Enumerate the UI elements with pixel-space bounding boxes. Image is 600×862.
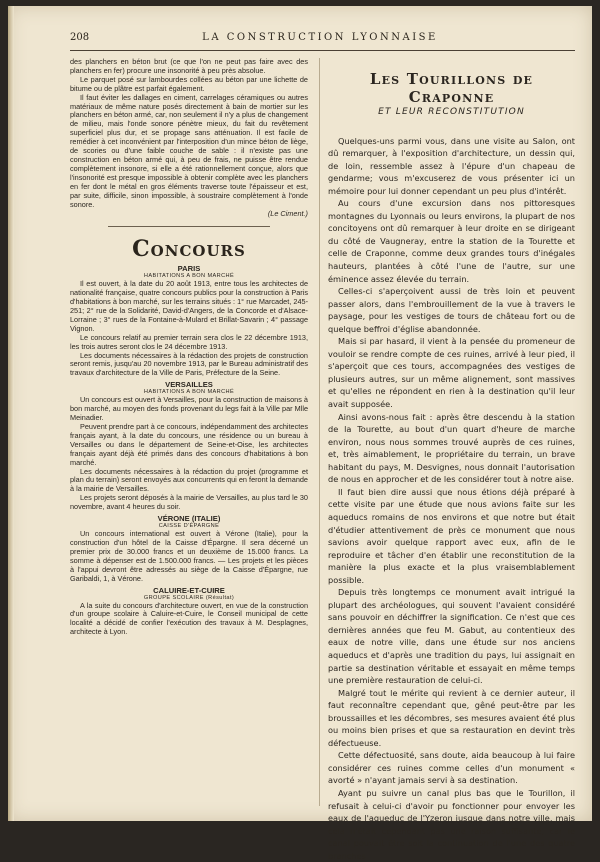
city-subtitle: HABITATIONS A BON MARCHÉ [143, 389, 235, 396]
city-subtitle: GROUPE SCOLAIRE (Résultat) [143, 594, 235, 601]
city-subtitle: CAISSE D'ÉPARGNE [158, 523, 220, 530]
article-paragraph: Au cours d'une excursion dans nos pittoresques montagnes du Lyonnais ou leurs environs, la plupart de nos concitoyens ont dû remarquer à leur droite en se dirigeant du côté de Vaugneray, entre la station de la Tourette et celle de Craponne, comme deux grandes tours d'inégales hauteurs, plantées à côté l'une de l'autre, sur une éminence assez élevée du terrain. [328, 198, 575, 284]
article-paragraph: Malgré tout le mérite qui revient à ce dernier auteur, il faut reconnaître cependant que, gêné peut-être par les broussailles et les décombres, ses mesures avaient été plus ou moins bien prises et que sa restauration en devint très défectueuse. [328, 687, 575, 748]
page-header [70, 30, 570, 48]
city-heading: VÉRONE (ITALIE) [157, 514, 221, 524]
concours-paragraph: Les documents nécessaires à la rédaction du projet (programme et plan du terrain) seront envoyés aux concurrents qui en feront la demande à la mairie de Versailles. [70, 466, 308, 494]
concours-paragraph: Un concours international est ouvert à Vérone (Italie), pour la construction d'un hôtel de la Caisse d'Épargne. Il sera décerné un premier prix de 30.000 francs et un deuxième de 15.000 francs. La somme à dépenser est de 1.500.000 francs. — Les projets et les pièces à l'appui devront être adressés au siège de la Caisse d'Épargne, rue Garibaldi, 1, à Vérone. [70, 529, 308, 583]
article-paragraph: Celles-ci s'aperçoivent aussi de très loin et peuvent passer alors, dans l'embrouillement de la vue à travers le paysage, pour les vestiges de tours de château fort ou de quelque beffroi d'église abandonnée. [328, 286, 575, 334]
article-paragraph: Ayant pu suivre un canal plus bas que le Tourillon, il refusait à celui-ci d'avoir pu fonctionner pour envoyer les eaux de l'aqueduc de l'Yzeron jusque dans notre ville, mais cela n'était cependant pas une raison suffisante, car le canal pouvait être soit la continuation de l'une des quatre branches [328, 787, 575, 861]
page-number: 208 [70, 32, 90, 43]
city-heading: PARIS [177, 264, 201, 274]
city-subtitle: HABITATIONS A BON MARCHÉ [143, 273, 235, 280]
left-column [70, 58, 308, 637]
section-title-concours: Concours [132, 236, 246, 263]
concours-paragraph: Un concours est ouvert à Versailles, pour la construction de maisons à bon marché, au moyen des fonds provenant du legs fait à la Ville par Mlle Meinadier. [70, 395, 308, 423]
right-column [328, 58, 575, 862]
concours-paragraph: Le concours relatif au premier terrain sera clos le 22 décembre 1913, les trois autres seront clos le 24 décembre 1913. [70, 332, 308, 351]
concours-paragraph: A la suite du concours d'architecture ouvert, en vue de la construction d'un groupe scolaire à Caluire-et-Cuire, le Conseil municipal de cette localité a décidé de confier l'exécution des travaux à M. Desplagnes, architecte à Lyon. [70, 600, 308, 637]
concours-paragraph: Les documents nécessaires à la rédaction des projets de construction seront remis, jusqu'au 20 novembre 1913, par le Bureau administratif des travaux d'architecture de la Ville de Paris, Préfecture de la Seine. [70, 350, 308, 378]
article-paragraph: Il faut bien dire aussi que nous étions déjà préparé à cette visite par une étude que nous avions faite sur les aqueducs romains de nos environs et que notre but était d'étudier attentivement de près ce monument que nous savions avoir quelque rapport avec eux, afin de le reproduire et tâcher d'en établir une reconstitution de la manière la plus exacte et la plus vraisemblablement possible. [328, 486, 575, 585]
article-paragraph: Ainsi avons-nous fait : après être descendu à la station de la Tourette, au bout d'un quart d'heure de marche environ, nous nous sommes trouvé auprès de ces ruines, et, très aimablement, le propriétaire du terrain, un brave habitant du pays, M. Desvignes, nous donnait l'autorisation de nous en approcher et de les considérer tout à notre aise. [328, 411, 575, 485]
intro-paragraph: Le parquet posé sur lambourdes collées au béton par une lichette de bitume ou de plâtre est parfait également. [70, 74, 308, 93]
city-heading: CALUIRE-ET-CUIRE [153, 585, 225, 595]
source-signature: (Le Ciment.) [267, 209, 308, 219]
section-rule [108, 226, 270, 227]
article-paragraph: Mais si par hasard, il vient à la pensée du promeneur de vouloir se rendre compte de ces ruines, arrivé à leur pied, il s'aperçoit que ces tours, accompagnées des vestiges de plusieurs autres, sur un même alignement, sont massives et qu'elles ne répondent en rien à la destination qu'il leur avait supposée. [328, 336, 575, 410]
header-rule [70, 50, 575, 51]
column-divider [319, 58, 320, 806]
journal-title: LA CONSTRUCTION LYONNAISE [202, 32, 438, 43]
article-paragraph: Quelques-uns parmi vous, dans une visite au Salon, ont dû remarquer, à l'exposition d'architecture, un dessin qui, de loin, ressemble assez à l'épure d'un chapeau de gendarme; vous m'excuserez de vous présenter ici un mémoire pour lui donner cependant un peu plus d'intérêt. [328, 135, 575, 196]
intro-paragraph: Il faut éviter les dallages en ciment, carrelages céramiques ou autres matériaux de même nature posés directement à bain de mortier sur les planchers en béton armé, car, non seulement il n'y a plus de changement de milieu, mais l'onde sonore pénètre mieux, du fait du revêtement superficiel plus dur, et se propage sans atténuation. Il est facile de remédier à cet inconvénient par l'interposition d'un mince béton de liège, de scories ou d'une faible couche de sable : il n'existe pas une construction en béton armé qui, à peu de frais, ne puisse être rendue complètement insonore, si elle a été rationnellement conçue, alors que l'insonorité est presque impossible à obtenir complète avec les planchers en fer dont le métal en gros éléments traverse toute l'épaisseur et est, par suite, difficile, sinon impossible, à soustraire complètement à l'onde sonore. [70, 92, 308, 209]
concours-paragraph: Peuvent prendre part à ce concours, indépendamment des architectes français ayant, à la date du concours, une résidence ou un bureau à Versailles ou dans le département de Seine-et-Oise, les architectes français ayant déjà été primés dans des concours d'habitations à bon marché. [70, 422, 308, 467]
concours-paragraph: Il est ouvert, à la date du 20 août 1913, entre tous les architectes de nationalité française, quatre concours publics pour la construction à Paris d'habitations à bon marché, sur les terrains situés : 1° rue Marcadet, 245-251; 2° rue de la Solidarité, David-d'Angers, de la Concorde et d'Alsace-Lorraine ; 3° rues de la Fontaine-à-Mulard et Brillat-Savarin ; 4° passage Vignon. [70, 279, 308, 333]
city-heading: VERSAILLES [165, 380, 213, 390]
newspaper-page [8, 6, 592, 861]
binding-gutter [8, 6, 14, 821]
intro-paragraph: des planchers en béton brut (ce que l'on ne peut pas faire avec des planchers en fer) procure une insonorité à peu près absolue. [70, 57, 308, 75]
article-title: Les Tourillons de Craponne [369, 70, 534, 106]
article-paragraph: Cette défectuosité, sans doute, aida beaucoup à lui faire considérer ces ruines comme celles d'un monument « avorté » n'ayant jamais servi à sa destination. [328, 750, 575, 786]
article-subtitle: ET LEUR RECONSTITUTION [378, 107, 525, 117]
article-paragraph: Depuis très longtemps ce monument avait intrigué la plupart des archéologues, qui souvent l'avaient considéré sans pouvoir en déchiffrer la signification. Ce n'est que ces dernières années que feu M. Gabut, au contentieux des eaux de notre ville, dans une étude sur nos anciens aqueducs et d'après une tradition du pays, lui assignait en partie sa destination véritable et essayait en même temps une première restauration de celui-ci. [328, 587, 575, 686]
concours-paragraph: Les projets seront déposés à la mairie de Versailles, au plus tard le 30 novembre, avant 4 heures du soir. [70, 493, 308, 512]
